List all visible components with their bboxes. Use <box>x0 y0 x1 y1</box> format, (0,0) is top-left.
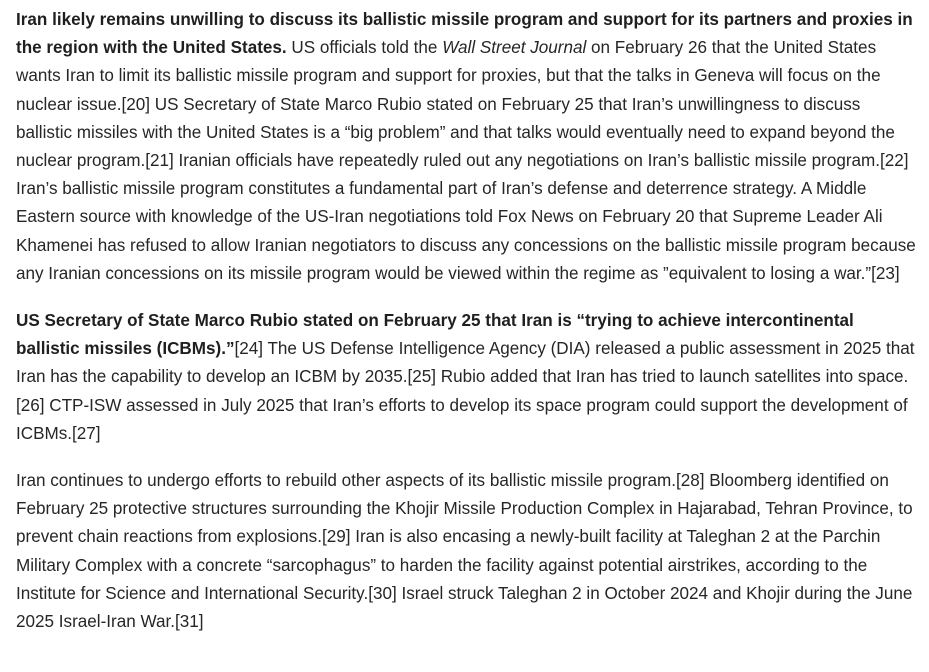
paragraph-missile-rebuild <box>16 467 921 636</box>
article-body <box>16 6 921 636</box>
paragraph-icbm-statement <box>16 307 921 448</box>
paragraph-text: Iran continues to undergo efforts to rebuild other aspects of its ballistic missile program.[28] Bloomberg identified on February 25 protective structures surrounding the Khojir Missile Production Complex in Hajarabad, Tehran Province, to prevent chain reactions from explosions.[29] Iran is also encasing a newly-built facility at Taleghan 2 at the Parchin Military Complex with a concrete “sarcophagus” to harden the facility against potential airstrikes, according to the Institute for Science and International Security.[30] Israel struck Taleghan 2 in October 2024 and Khojir during the June 2025 Israel-Iran War.[31] <box>16 471 913 632</box>
publication-name: Wall Street Journal <box>442 38 587 58</box>
paragraph-text: US officials told the <box>286 38 443 58</box>
paragraph-lede: Iran likely remains unwilling to discuss its ballistic missile program and support for its partners and proxies in the region with the United States. <box>16 10 913 58</box>
paragraph-text: on February 26 that the United States wants Iran to limit its ballistic missile program and support for proxies, but that the talks in Geneva will focus on the nuclear issue.[20] US Secretary of State Marco Rubio stated on February 25 that Iran’s unwillingness to discuss ballistic missiles with the United States is a “big problem” and that talks would eventually need to expand beyond the nuclear program.[21] Iranian officials have repeatedly ruled out any negotiations on Iran’s ballistic missile program.[22] Iran’s ballistic missile program constitutes a fundamental part of Iran’s defense and deterrence strategy. A Middle Eastern source with knowledge of the US-Iran negotiations told Fox News on February 20 that Supreme Leader Ali Khamenei has refused to allow Iranian negotiators to discuss any concessions on the ballistic missile program because any Iranian concessions on its missile program would be viewed within the regime as ”equivalent to losing a war.”[23] <box>16 38 916 283</box>
paragraph-text: [24] The US Defense Intelligence Agency (DIA) released a public assessment in 2025 that Iran has the capability to develop an ICBM by 2035.[25] Rubio added that Iran has tried to launch satellites into space.[26] CTP-ISW assessed in July 2025 that Iran’s efforts to develop its space program could support the development of ICBMs.[27] <box>16 339 915 443</box>
paragraph-ballistic-missile-talks <box>16 6 921 288</box>
paragraph-lede: US Secretary of State Marco Rubio stated on February 25 that Iran is “trying to achieve intercontinental ballistic missiles (ICBMs).” <box>16 311 854 359</box>
